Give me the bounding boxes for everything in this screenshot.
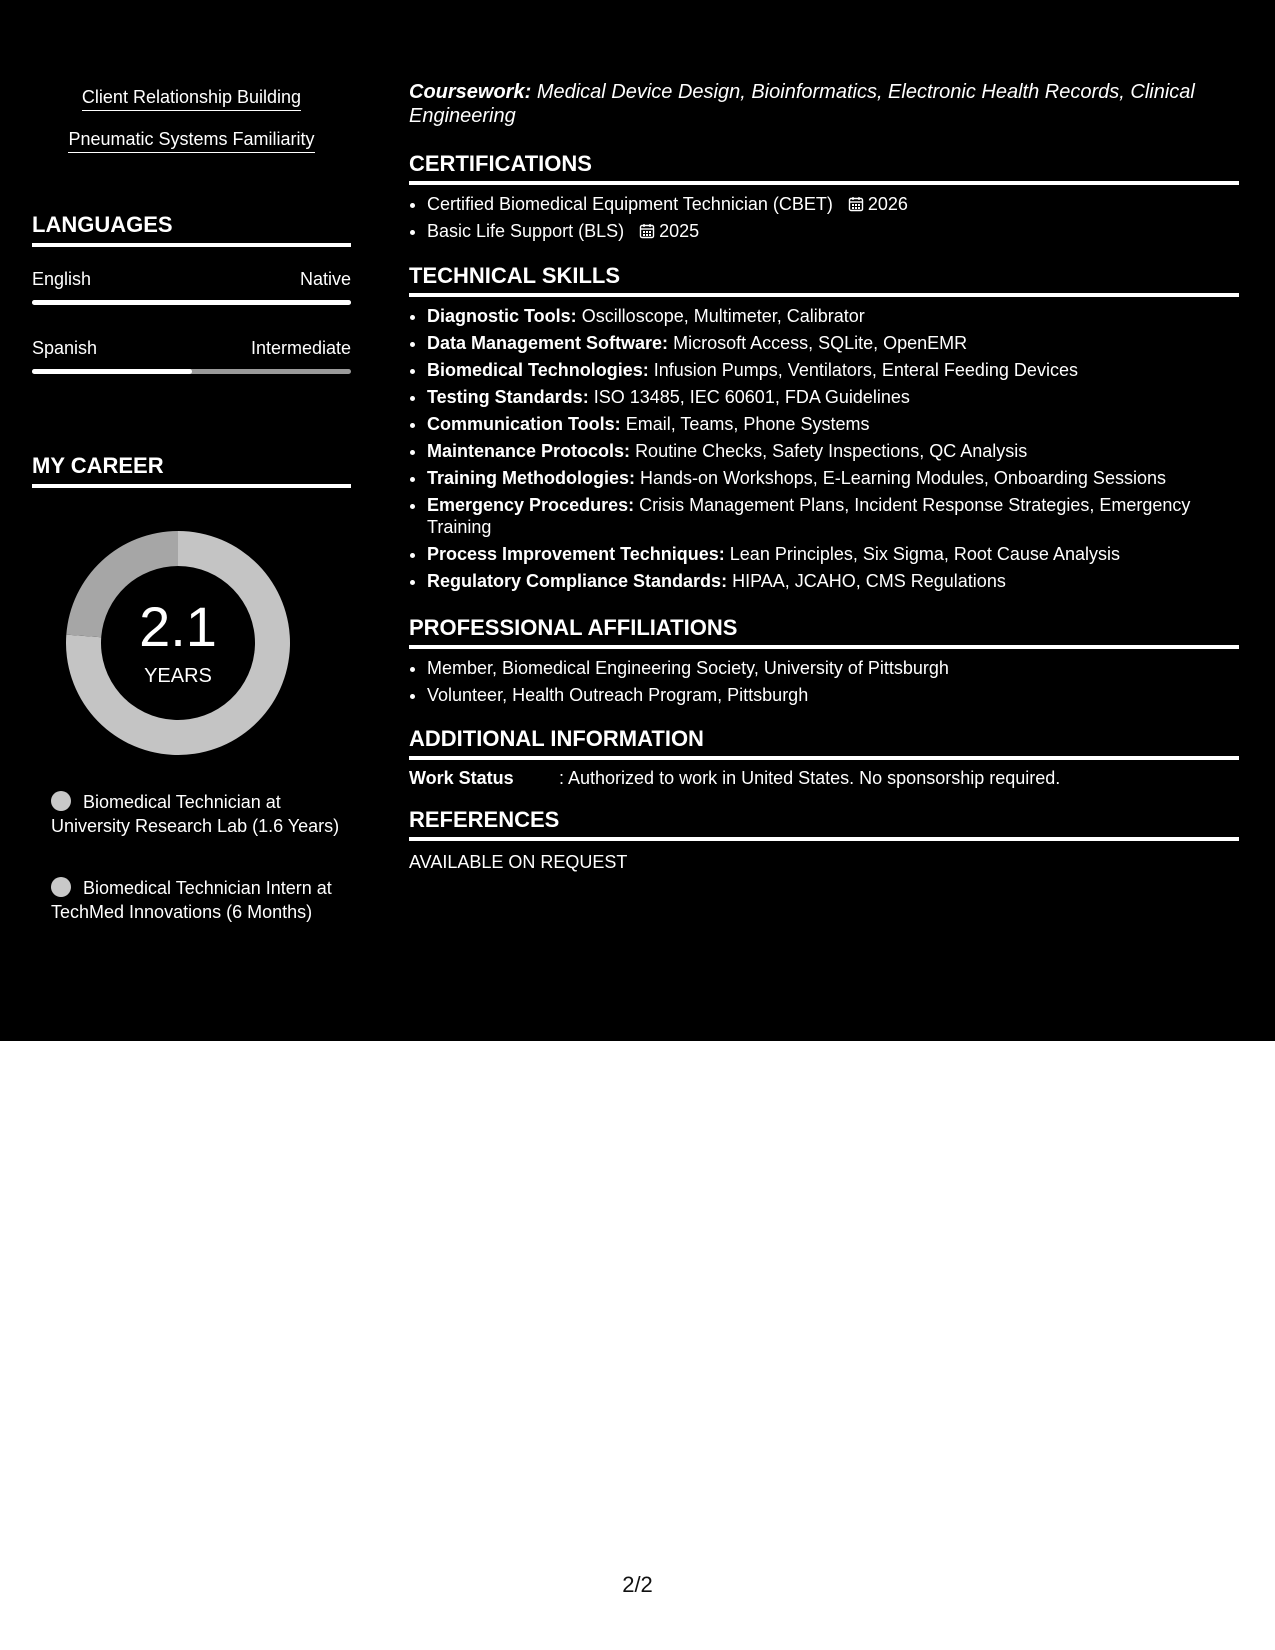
skill-label: Biomedical Technologies: <box>427 360 649 380</box>
certification-year: 2025 <box>659 221 700 241</box>
circle-dot-icon <box>51 877 71 897</box>
skill-item <box>427 359 1257 381</box>
language-proficiency-fill <box>32 300 351 305</box>
career-total-value: 2.1 <box>139 595 217 658</box>
language-level: Native <box>299 269 351 289</box>
certifications-heading: CERTIFICATIONS <box>409 151 1239 185</box>
affiliations-heading: PROFESSIONAL AFFILIATIONS <box>409 615 1239 649</box>
language-proficiency-bar <box>32 300 351 305</box>
certification-year: 2026 <box>867 194 908 214</box>
skill-item <box>427 570 1257 592</box>
affiliation-item: • Volunteer, Health Outreach Program, Pittsburgh <box>427 684 1257 706</box>
career-total-unit: YEARS <box>144 665 212 687</box>
skill-text: HIPAA, JCAHO, CMS Regulations <box>732 571 1006 591</box>
skill-label: Communication Tools: <box>427 414 621 434</box>
calendar-icon <box>639 223 655 239</box>
skill-item <box>427 467 1257 489</box>
language-name: English <box>32 269 92 289</box>
additional-info-heading: ADDITIONAL INFORMATION <box>409 726 1239 760</box>
skill-text: Crisis Management Plans, Incident Response Strategies, Emergency Training <box>427 495 1191 537</box>
skill-text: Lean Principles, Six Sigma, Root Cause Analysis <box>729 544 1120 564</box>
skill-text: Microsoft Access, SQLite, OpenEMR <box>673 333 968 353</box>
skill-label: Testing Standards: <box>427 387 589 407</box>
skill-item <box>427 413 1257 435</box>
skill-text: Routine Checks, Safety Inspections, QC Analysis <box>635 441 1028 461</box>
skill-text: ISO 13485, IEC 60601, FDA Guidelines <box>593 387 910 407</box>
skill-tag: Pneumatic Systems Familiarity <box>68 128 314 153</box>
certifications-list <box>409 193 1257 247</box>
work-status-row <box>409 767 1239 789</box>
skill-item <box>427 543 1257 565</box>
skill-tag: Client Relationship Building <box>82 86 301 111</box>
skill-label: Diagnostic Tools: <box>427 306 577 326</box>
language-proficiency-bar <box>32 369 351 374</box>
technical-skills-heading: TECHNICAL SKILLS <box>409 263 1239 297</box>
career-item-text: Biomedical Technician at University Research Lab (1.6 Years) <box>51 792 340 836</box>
skill-label: Process Improvement Techniques: <box>427 544 725 564</box>
technical-skills-list <box>409 305 1257 597</box>
skill-text: Oscilloscope, Multimeter, Calibrator <box>581 306 865 326</box>
skill-label: Maintenance Protocols: <box>427 441 631 461</box>
page-number: 2/2 <box>622 1572 653 1597</box>
work-status-value: : Authorized to work in United States. No sponsorship required. <box>559 768 1061 788</box>
career-item <box>51 876 341 924</box>
skill-item <box>427 440 1257 462</box>
calendar-icon <box>848 196 864 212</box>
language-proficiency-fill <box>32 369 192 374</box>
references-text: AVAILABLE ON REQUEST <box>409 852 628 872</box>
career-item-text: Biomedical Technician Intern at TechMed Innovations (6 Months) <box>51 878 332 922</box>
language-name: Spanish <box>32 338 98 358</box>
affiliation-item: • Member, Biomedical Engineering Society, University of Pittsburgh <box>427 657 1257 679</box>
certification-name: Certified Biomedical Equipment Technician (CBET) <box>427 194 833 214</box>
circle-dot-icon <box>51 791 71 811</box>
affiliations-list <box>409 657 1257 711</box>
skill-text: Hands-on Workshops, E-Learning Modules, Onboarding Sessions <box>640 468 1166 488</box>
skill-label: Emergency Procedures: <box>427 495 635 515</box>
coursework-label: Coursework: <box>409 81 532 103</box>
coursework <box>409 80 1239 128</box>
skill-label: Data Management Software: <box>427 333 669 353</box>
coursework-text: Medical Device Design, Bioinformatics, Electronic Health Records, Clinical Engineering <box>409 81 1195 127</box>
language-level: Intermediate <box>250 338 351 358</box>
skill-item <box>427 332 1257 354</box>
skill-item <box>427 494 1257 538</box>
certification-item <box>427 220 1257 242</box>
skill-text: Infusion Pumps, Ventilators, Enteral Feeding Devices <box>653 360 1078 380</box>
skill-item <box>427 305 1257 327</box>
skill-item <box>427 386 1257 408</box>
skill-tags <box>32 86 351 170</box>
work-status-label: Work Status <box>409 768 514 788</box>
certification-item <box>427 193 1257 215</box>
skill-text: Email, Teams, Phone Systems <box>625 414 870 434</box>
references-heading: REFERENCES <box>409 807 1239 841</box>
career-item <box>51 790 341 838</box>
languages-heading: LANGUAGES <box>32 212 351 247</box>
certification-name: Basic Life Support (BLS) <box>427 221 625 241</box>
skill-label: Regulatory Compliance Standards: <box>427 571 728 591</box>
career-heading: MY CAREER <box>32 453 351 488</box>
skill-label: Training Methodologies: <box>427 468 635 488</box>
